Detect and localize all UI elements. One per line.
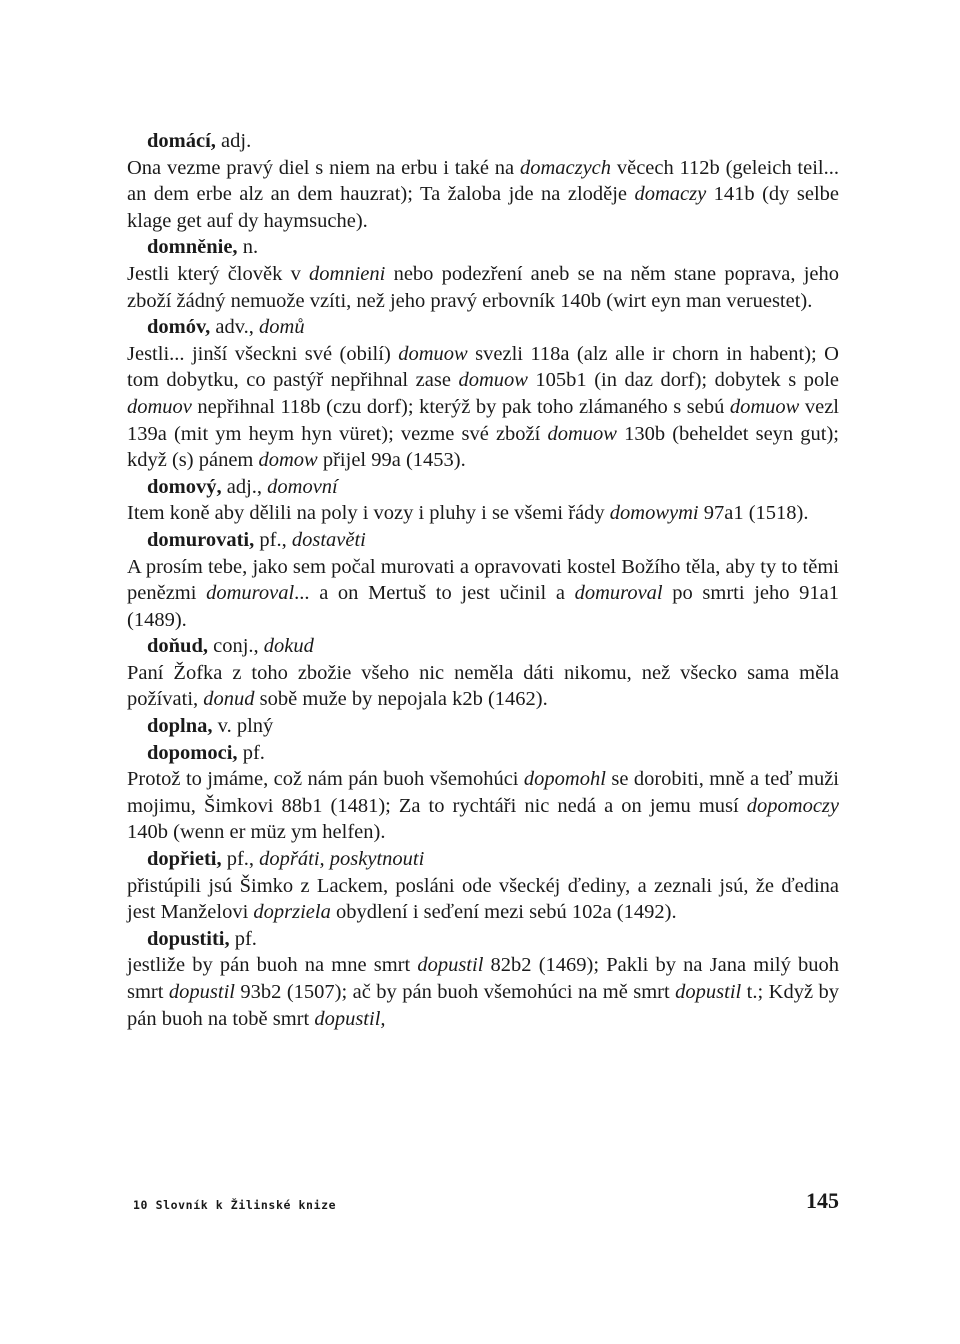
cited-form: dopustil	[417, 954, 484, 977]
citation-text: Jestli který člověk v	[127, 262, 310, 285]
cited-form: domow	[258, 449, 318, 472]
gloss: dokud	[263, 635, 314, 658]
cited-form: dopustil	[675, 981, 742, 1003]
cited-form: domuow	[729, 395, 800, 418]
citation-text: Jestli... jinší všeckni své (obilí)	[127, 342, 399, 365]
citation-text: nebo podezření aneb se na něm stane poprava, jeho zboží žádný nemuože vzíti, než jeho pravý erbovník 140b (wirt eyn man veruestet).	[127, 262, 839, 312]
citation	[127, 660, 839, 713]
headword: domóv,	[147, 316, 211, 339]
entries-list	[127, 128, 839, 1032]
citation-text: 141b (dy selbe klage get auf dy haymsuche).	[127, 183, 839, 232]
entry-header	[127, 846, 839, 873]
citation-text: svezli 118a (alz alle ir chorn in habent); O tom dobytku, co pastýř nepřihnal zase	[127, 342, 839, 392]
cited-form: dopustil	[168, 981, 235, 1003]
cited-form: dopomoczy	[746, 794, 839, 817]
dictionary-entry	[127, 527, 839, 633]
entry-header	[127, 128, 839, 155]
headword: dopřieti,	[147, 848, 222, 871]
entry-header	[127, 474, 839, 501]
dictionary-entry	[127, 314, 839, 474]
dictionary-entry	[127, 926, 839, 1032]
grammar-note: pf.,	[221, 848, 260, 871]
dictionary-entry	[127, 128, 839, 234]
cited-form: dopustil,	[314, 1007, 386, 1030]
citation	[127, 261, 839, 314]
dictionary-entry	[127, 713, 839, 740]
entry-header	[127, 740, 839, 767]
citation-text: 82b2 (1469); Pakli by na Jana milý buoh smrt	[127, 954, 839, 1003]
entry-header	[127, 713, 839, 740]
citation-text: sobě muže by nepojala k2b (1462).	[254, 688, 548, 711]
cited-form: domuow	[398, 342, 468, 365]
citation	[127, 341, 839, 474]
grammar-note: conj.,	[207, 635, 264, 658]
printer-signature: 10 Slovník k Žilinské knize	[133, 1198, 337, 1212]
page-number: 145	[806, 1188, 839, 1213]
gloss: dostavěti	[291, 528, 366, 551]
dictionary-entry	[127, 633, 839, 713]
headword: domový,	[147, 475, 222, 498]
citation-text: 105b1 (in daz dorf); dobytek s pole	[527, 369, 839, 392]
citation	[127, 952, 839, 1032]
gloss: domovní	[267, 475, 338, 498]
grammar-note: adv.,	[210, 316, 260, 339]
citation-text: obydlení i seďení mezi sebú 102a (1492).	[330, 901, 677, 924]
citation	[127, 500, 839, 527]
dictionary-entry	[127, 234, 839, 314]
headword: dopustiti,	[147, 927, 230, 950]
entry-header	[127, 314, 839, 341]
cited-form: domaczy	[634, 183, 707, 206]
cited-form: domuroval	[574, 582, 663, 605]
citation	[127, 873, 839, 926]
gloss: dopřáti, poskytnouti	[259, 848, 425, 871]
cited-form: domnieni	[309, 262, 386, 285]
cited-form: domaczych	[519, 156, 612, 179]
citation-text: Item koně aby dělili na poly i vozy i pluhy i se všemi řády	[127, 502, 610, 525]
grammar-note: adj.	[215, 130, 252, 152]
gloss: domů	[259, 316, 305, 339]
citation	[127, 554, 839, 634]
grammar-note: adj.,	[221, 475, 268, 498]
citation-text: 130b (beheldet seyn gut); když (s) pánem	[127, 422, 840, 472]
entry-header	[127, 633, 839, 660]
cited-form: donud	[203, 688, 255, 711]
entry-header	[127, 527, 839, 554]
headword: domácí,	[147, 130, 216, 152]
grammar-note: pf.,	[254, 528, 292, 551]
headword: doňud,	[147, 635, 208, 658]
cited-form: domuow	[458, 369, 528, 392]
citation-text: A prosím tebe, jako sem počal murovati a opravovati kostel Božího těla, aby ty to těmi penězmi	[127, 555, 839, 605]
headword: doplna,	[147, 715, 213, 738]
cited-form: dopomohl	[523, 768, 606, 791]
cited-form: domuroval	[206, 582, 295, 605]
entry-header	[127, 234, 839, 261]
citation-text: přistúpili jsú Šimko z Lackem, posláni ode všeckéj ďediny, a zeznali jsú, že ďedina jest Manželovi	[127, 874, 839, 924]
grammar-note: n.	[237, 236, 259, 259]
citation-text: Paní Žofka z toho zbožie všeho nic neměla dáti nikomu, než všecko sama měla požívati,	[127, 661, 839, 711]
citation-text: jestliže by pán buoh na mne smrt	[127, 954, 418, 977]
citation-text: ... a on Mertuš to jest učinil a	[294, 582, 575, 605]
citation-text: přijel 99a (1453).	[317, 449, 466, 472]
citation-text: 97a1 (1518).	[698, 502, 809, 525]
citation-text: po smrti jeho 91a1 (1489).	[127, 582, 839, 631]
headword: dopomoci,	[147, 741, 238, 764]
citation	[127, 766, 839, 846]
cited-form: domowymi	[609, 502, 699, 525]
page-footer	[133, 1188, 839, 1218]
cited-form: doprziela	[253, 901, 331, 924]
headword: domurovati,	[147, 528, 255, 551]
citation-text: Ona vezme pravý diel s niem na erbu i také na	[127, 156, 520, 179]
headword: domněnie,	[147, 236, 238, 259]
citation-text: věcech 112b (geleich teil... an dem erbe alz an dem hauzrat); Ta žaloba jde na zloděje	[127, 156, 839, 206]
dictionary-entry	[127, 846, 839, 926]
citation-text: nepřihnal 118b (czu dorf); kterýž by pak toho zlámaného s sebú	[191, 395, 730, 418]
grammar-note: v. plný	[212, 715, 274, 738]
citation-text: 140b (wenn er müz ym helfen).	[127, 821, 386, 844]
cited-form: domuow	[547, 422, 617, 445]
citation-text: vezl 139a (mit ym heym hyn vüret); vezme své zboží	[127, 395, 839, 445]
grammar-note: pf.	[229, 927, 257, 950]
cited-form: domuov	[127, 395, 192, 418]
citation-text: se dorobiti, mně a teď muži mojimu, Šimkovi 88b1 (1481); Za to rychtáři nic nedá a on jemu musí	[127, 768, 839, 817]
entry-header	[127, 926, 839, 953]
dictionary-entry	[127, 474, 839, 527]
grammar-note: pf.	[237, 741, 265, 764]
dictionary-entry	[127, 740, 839, 846]
citation-text: 93b2 (1507); ač by pán buoh všemohúci na mě smrt	[234, 981, 676, 1003]
citation-text: t.; Když by pán buoh na tobě smrt	[127, 981, 839, 1030]
citation	[127, 155, 839, 235]
citation-text: Protož to jmáme, což nám pán buoh všemohúci	[127, 768, 524, 791]
